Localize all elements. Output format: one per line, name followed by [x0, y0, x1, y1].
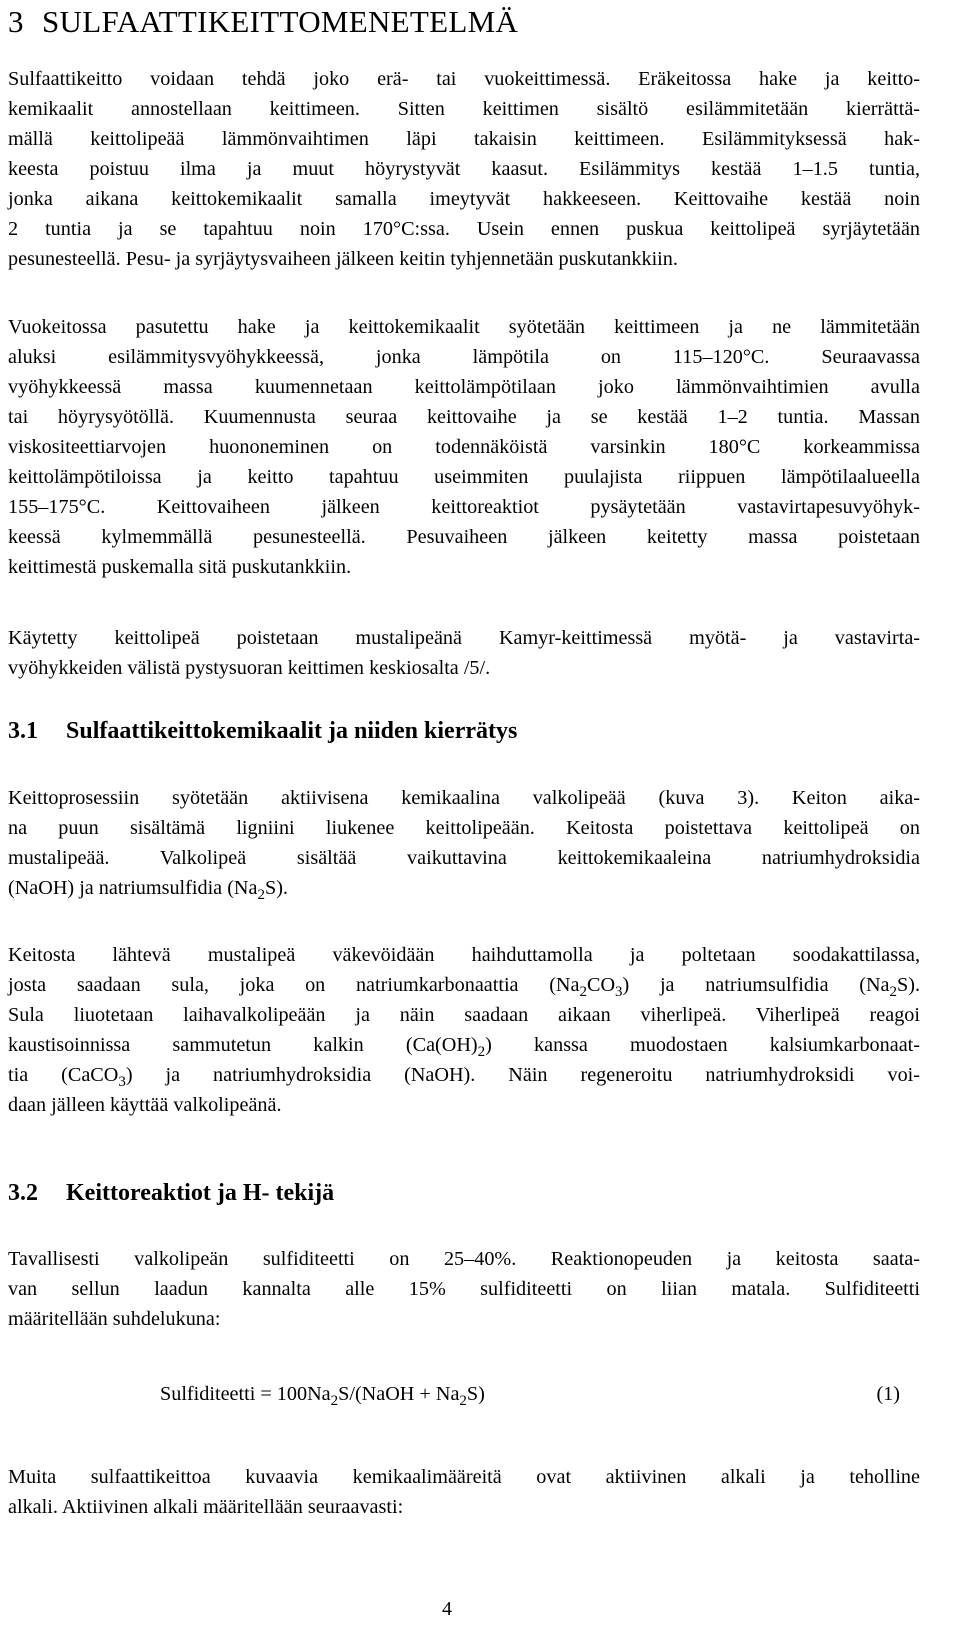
text-fragment: tia (CaCO [8, 1064, 119, 1086]
chapter-number: 3 [8, 4, 24, 39]
text-line: Käytetty keittolipeä poistetaan mustalipeänä Kamyr-keittimessä myötä- ja vastavirta- [8, 627, 920, 649]
subscript: 2 [459, 1393, 467, 1409]
text-fragment: ) kanssa muodostaen kalsiumkarbonaat- [485, 1034, 920, 1056]
text-line: keittolämpötiloissa ja keitto tapahtuu useimmiten puulajista riippuen lämpötilaalueella [8, 466, 920, 488]
text-line: vyöhykkeiden välistä pystysuoran keittimen keskiosalta /5/. [8, 657, 491, 679]
text-line: kemikaalit annostellaan keittimeen. Sitten keittimen sisältö esilämmitetään kierrättä- [8, 98, 920, 120]
text-fragment: CO [586, 974, 616, 996]
text-line: jonka aikana keittokemikaalit samalla imeytyvät hakkeeseen. Keittovaihe kestää noin [8, 188, 920, 210]
text-line [8, 1030, 920, 1060]
paragraph-active-alkali [8, 1462, 920, 1522]
text-line: mustalipeää. Valkolipeä sisältää vaikuttavina keittokemikaaleina natriumhydroksidia [8, 847, 920, 869]
text-fragment: ) ja natriumhydroksidia (NaOH). Näin regeneroitu natriumhydroksidi voi- [125, 1064, 921, 1086]
section-heading-3-2 [8, 1180, 334, 1207]
subscript: 2 [579, 984, 587, 1000]
equation-fragment: S/(NaOH + Na [338, 1383, 460, 1405]
text-line: van sellun laadun kannalta alle 15% sulfiditeetti on liian matala. Sulfiditeetti [8, 1278, 920, 1300]
text-line: viskositeettiarvojen huononeminen on todennäköistä varsinkin 180°C korkeammissa [8, 436, 920, 458]
subscript: 3 [615, 984, 623, 1000]
text-line: alkali. Aktiivinen alkali määritellään seuraavasti: [8, 1496, 404, 1518]
text-fragment: josta saadaan sula, joka on natriumkarbonaattia (Na [8, 974, 580, 996]
chapter-title: SULFAATTIKEITTOMENETELMÄ [42, 4, 519, 39]
text-line: keittimestä puskemalla sitä puskutankkiin. [8, 556, 352, 578]
paragraph-white-liquor [8, 783, 920, 903]
text-line [8, 1060, 920, 1090]
text-fragment: S). [264, 877, 288, 899]
text-line [8, 970, 920, 1000]
paragraph-continuous-cooking [8, 312, 920, 582]
text-line: mällä keittolipeää lämmönvaihtimen läpi takaisin keittimeen. Esilämmityksessä hak- [8, 128, 920, 150]
paragraph-black-liquor [8, 623, 920, 683]
text-line: tai höyrysyötöllä. Kuumennusta seuraa keittovaihe ja se kestää 1–2 tuntia. Massan [8, 406, 920, 428]
equation-sulfidity [160, 1383, 900, 1409]
subscript: 2 [889, 984, 897, 1000]
text-fragment: ) ja natriumsulfidia (Na [622, 974, 890, 996]
subscript: 2 [330, 1393, 339, 1409]
text-line: Sula liuotetaan laihavalkolipeään ja näin saadaan aikaan viherlipeä. Viherlipeä reagoi [8, 1004, 920, 1026]
text-line [8, 873, 920, 903]
section-title: Sulfaattikeittokemikaalit ja niiden kierrätys [66, 718, 518, 744]
text-line: Tavallisesti valkolipeän sulfiditeetti on 25–40%. Reaktionopeuden ja keitosta saata- [8, 1248, 920, 1270]
text-line: vyöhykkeessä massa kuumennetaan keittolämpötilaan joko lämmönvaihtimien avulla [8, 376, 920, 398]
section-heading-3-1 [8, 718, 517, 745]
chapter-heading [8, 4, 518, 40]
section-title: Keittoreaktiot ja H- tekijä [66, 1180, 335, 1206]
subscript: 2 [477, 1044, 486, 1060]
text-fragment: S). [897, 974, 920, 996]
text-line: 2 tuntia ja se tapahtuu noin 170°C:ssa. Usein ennen puskua keittolipeä syrjäytetään [8, 218, 920, 240]
text-fragment: (NaOH) ja natriumsulfidia (Na [8, 877, 258, 899]
section-number: 3.1 [8, 718, 38, 744]
text-line: keesta poistuu ilma ja muut höyrystyvät kaasut. Esilämmitys kestää 1–1.5 tuntia, [8, 158, 920, 180]
page-number: 4 [442, 1598, 452, 1620]
text-line: Keitosta lähtevä mustalipeä väkevöidään haihduttamolla ja poltetaan soodakattilassa, [8, 944, 920, 966]
section-number: 3.2 [8, 1180, 38, 1206]
equation-number: (1) [876, 1383, 900, 1405]
subscript: 2 [257, 887, 265, 903]
paragraph-sulfidity [8, 1244, 920, 1334]
text-line: Sulfaattikeitto voidaan tehdä joko erä- tai vuokeittimessä. Eräkeitossa hake ja keitto- [8, 68, 920, 90]
equation-fragment: Sulfiditeetti = 100Na [160, 1383, 331, 1405]
text-line: määritellään suhdelukuna: [8, 1308, 221, 1330]
text-line: na puun sisältämä ligniini liukenee keittolipeään. Keitosta poistettava keittolipeä on [8, 817, 920, 839]
text-line: Muita sulfaattikeittoa kuvaavia kemikaalimääreitä ovat aktiivinen alkali ja teholline [8, 1466, 920, 1488]
equation-fragment: S) [466, 1383, 485, 1405]
subscript: 3 [118, 1074, 126, 1090]
text-line: aluksi esilämmitysvyöhykkeessä, jonka lämpötila on 115–120°C. Seuraavassa [8, 346, 920, 368]
paragraph-batch-cooking [8, 64, 920, 274]
text-line: daan jälleen käyttää valkolipeänä. [8, 1094, 282, 1116]
text-line: pesunesteellä. Pesu- ja syrjäytysvaiheen jälkeen keitin tyhjennetään puskutankkiin. [8, 248, 678, 270]
text-line: Vuokeitossa pasutettu hake ja keittokemikaalit syötetään keittimeen ja ne lämmitetään [8, 316, 920, 338]
paragraph-recovery-cycle [8, 940, 920, 1120]
text-line: keessä kylmemmällä pesunesteellä. Pesuvaiheen jälkeen keitetty massa poistetaan [8, 526, 920, 548]
text-line: Keittoprosessiin syötetään aktiivisena kemikaalina valkolipeää (kuva 3). Keiton aika- [8, 787, 920, 809]
text-line: 155–175°C. Keittovaiheen jälkeen keittoreaktiot pysäytetään vastavirtapesuvyöhyk- [8, 496, 920, 518]
text-fragment: kaustisoinnissa sammutetun kalkin (Ca(OH) [8, 1034, 478, 1056]
